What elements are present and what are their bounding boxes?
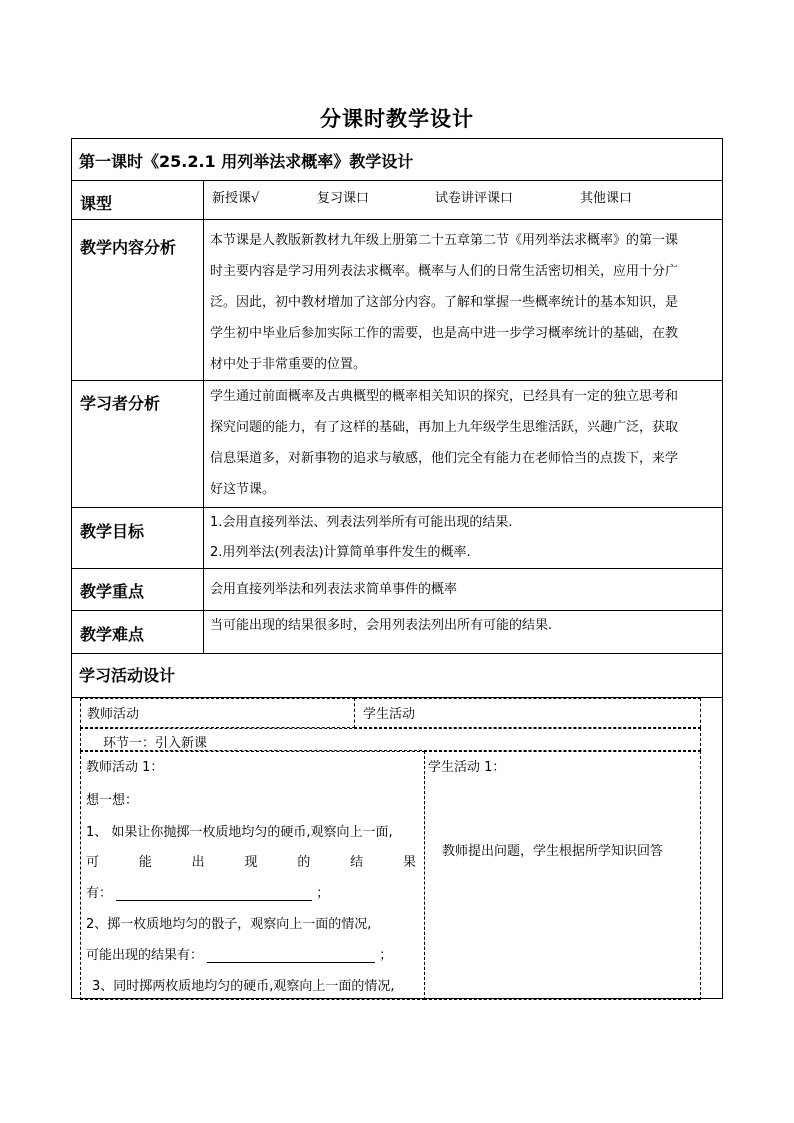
lesson-type-review: 复习课口 [317,191,370,206]
student-activity-label: 学生活动 1： [428,760,506,775]
think-label: 想一想： [86,793,139,808]
course-title: 第一课时《25.2.1 用列举法求概率》教学设计 [79,152,414,171]
lesson-type-label: 课型 [80,194,113,213]
spaced-char: 现 [244,855,258,870]
question-2-answer-line [86,944,392,963]
learner-line: 探究问题的能力，有了这样的基础，再加上九年级学生思维活跃，兴趣广泛，获取 [210,420,679,435]
question-1-answer-line [86,882,329,901]
row-divider [72,219,722,220]
spaced-char: 能 [138,855,152,870]
learner-analysis-text [210,381,678,505]
key-points-text: 会用直接列举法和列表法求简单事件的概率 [210,582,458,597]
question-3-text: 3、同时掷两枚质地均匀的硬币,观察向上一面的情况, [92,979,395,994]
content-analysis-label: 教学内容分析 [80,238,177,257]
spaced-char: 出 [191,855,205,870]
lesson-type-new: 新授课√ [212,191,260,206]
document-title: 分课时教学设计 [320,107,474,131]
answer-suffix: ； [379,948,393,963]
objectives-text [210,508,513,568]
objectives-label: 教学目标 [80,522,145,541]
student-response-text: 教师提出问题，学生根据所学知识回答 [442,844,664,859]
stage-label: 环节一：引入新课 [103,736,208,751]
difficulties-label: 教学难点 [80,625,145,644]
content-analysis-text [210,225,678,380]
column-divider [203,180,204,653]
lesson-type-other: 其他课口 [580,191,633,206]
teacher-activity-label: 教师活动 1： [86,760,164,775]
stage-row [80,728,701,751]
student-activity-box [424,751,701,1000]
spaced-char: 结 [350,855,364,870]
content-line: 材中处于非常重要的位置。 [210,357,367,372]
answer-blank [116,887,312,901]
key-points-label: 教学重点 [80,582,145,601]
learner-line: 好这节课。 [210,482,276,497]
activity-design-title: 学习活动设计 [79,666,176,685]
objective-line: 2.用列举法(列表法)计算简单事件发生的概率. [210,545,471,560]
row-divider [72,568,722,569]
spaced-char: 可 [86,855,100,870]
content-line: 时主要内容是学习用列表法求概率。概率与人们的日常生活密切相关，应用十分广 [210,264,679,279]
row-divider [72,180,722,181]
teacher-header-label: 教师活动 [87,707,140,722]
question-1-text: 1、 如果让你抛掷一枚质地均匀的硬币,观察向上一面, [86,825,393,840]
answer-prefix: 可能出现的结果有： [86,948,204,963]
answer-blank [207,949,375,963]
question-2-text: 2、掷一枚质地均匀的骰子，观察向上一面的情况, [86,917,372,932]
answer-prefix: 有： [86,886,113,901]
answer-suffix: ； [316,886,330,901]
content-line: 本节课是人教版新教材九年级上册第二十五章第二节《用列举法求概率》的第一课 [210,233,679,248]
spaced-char: 的 [297,855,311,870]
lesson-plan-table [71,138,723,999]
spaced-char: 果 [402,855,416,870]
learner-analysis-label: 学习者分析 [80,394,161,413]
student-activity-header [354,698,701,728]
learner-line: 学生通过前面概率及古典概型的概率相关知识的探究，已经具有一定的独立思考和 [210,389,679,404]
learner-line: 信息渠道多，对新事物的追求与敏感，他们完全有能力在老师恰当的点拨下，来学 [210,451,679,466]
content-line: 泛。因此，初中教材增加了这部分内容。了解和掌握一些概率统计的基本知识，是 [210,295,679,310]
student-header-label: 学生活动 [363,707,416,722]
question-1-spaced-line [86,851,416,870]
lesson-type-exam-review: 试卷讲评课口 [435,191,514,206]
objective-line: 1.会用直接列举法、列表法列举所有可能出现的结果. [210,515,513,530]
content-line: 学生初中毕业后参加实际工作的需要，也是高中进一步学习概率统计的基础，在教 [210,326,679,341]
difficulties-text: 当可能出现的结果很多时，会用列表法列出所有可能的结果. [210,618,553,633]
row-divider [72,653,722,654]
teacher-activity-header [80,698,355,728]
